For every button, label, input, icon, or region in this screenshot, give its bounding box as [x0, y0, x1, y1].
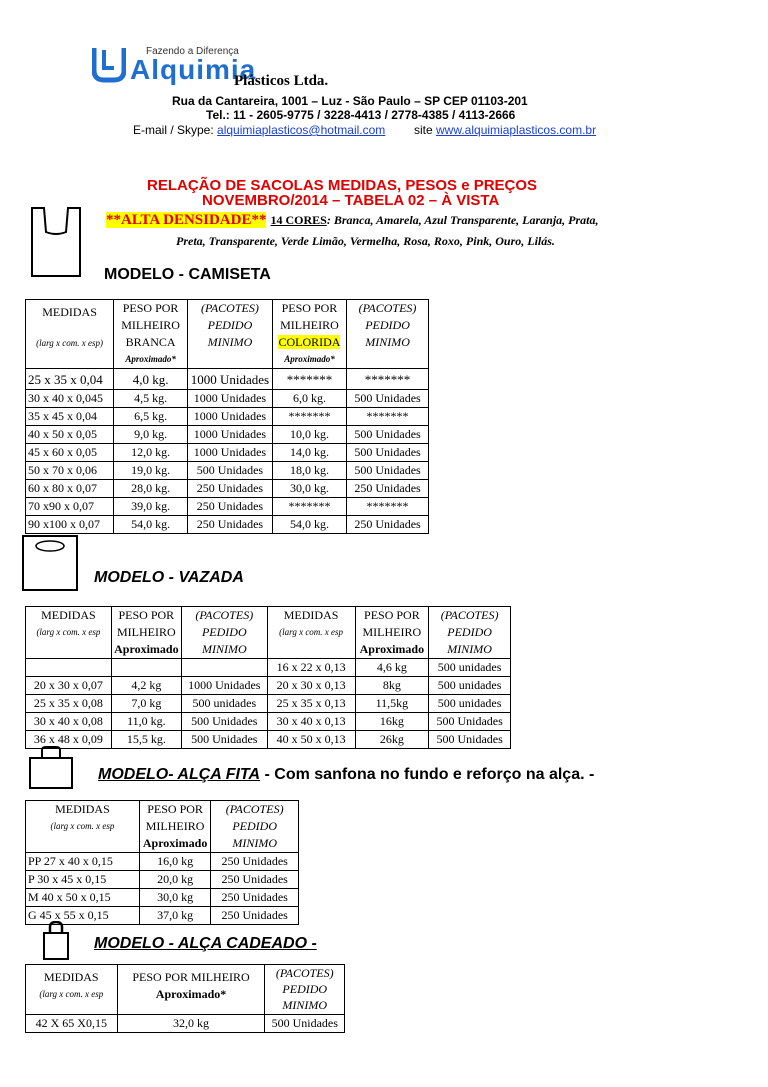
col-colorida: COLORIDA: [278, 335, 341, 349]
company-name: Plásticos Ltda.: [234, 73, 329, 89]
cell: 39,0 kg.: [114, 498, 188, 516]
cell: 9,0 kg.: [114, 426, 188, 444]
cell: P 30 x 45 x 0,15: [26, 871, 140, 889]
table-row: [26, 408, 429, 426]
density-label: **ALTA DENSIDADE**: [106, 212, 267, 228]
table-row: [26, 871, 299, 889]
cell: 500 Unidades: [181, 731, 267, 749]
cell: *******: [272, 498, 346, 516]
cell: 500 unidades: [429, 677, 511, 695]
cell: *******: [347, 408, 429, 426]
logo-mark-icon: [92, 46, 126, 84]
colors-list-1: Branca, Amarela, Azul Transparente, Laranja, Prata,: [333, 213, 599, 227]
col-pac-l1: (PACOTES): [275, 966, 334, 980]
table-row: [26, 713, 511, 731]
col-pac-l3: MINIMO: [201, 642, 247, 656]
col-peso-l2: MILHEIRO: [145, 819, 205, 833]
col-pac-l1-b: (PACOTES): [440, 608, 499, 622]
cell: 500 Unidades: [347, 426, 429, 444]
cell: 8kg: [355, 677, 429, 695]
col-medidas-sub-b: (larg x com. x esp: [279, 627, 344, 637]
cell: 30 x 40 x 0,13: [267, 713, 355, 731]
site-link[interactable]: www.alquimiaplasticos.com.br: [436, 123, 597, 137]
table-row: [26, 853, 299, 871]
cell: 1000 Unidades: [188, 390, 273, 408]
cell: 4,0 kg.: [114, 369, 188, 390]
cell: *******: [347, 498, 429, 516]
cell: 500 Unidades: [347, 444, 429, 462]
cell: 36 x 48 x 0,09: [26, 731, 112, 749]
col-pac-l2-b: PEDIDO: [365, 318, 410, 332]
contact-line: [133, 123, 596, 137]
col-pac-l2: PEDIDO: [207, 318, 253, 332]
table-row: [26, 516, 429, 534]
cell: 42 X 65 X0,15: [26, 1015, 118, 1033]
cell: 500 Unidades: [188, 462, 273, 480]
alca-fita-title: MODELO- ALÇA FITA: [98, 766, 261, 783]
phones: Tel.: 11 - 2605-9775 / 3228-4413 / 2778-4385 / 4113-2666: [206, 108, 516, 122]
col-peso-l2: MILHEIRO: [117, 625, 176, 639]
col-medidas: MEDIDAS: [41, 608, 96, 622]
cell: 1000 Unidades: [188, 369, 273, 390]
cell: 35 x 45 x 0,04: [26, 408, 114, 426]
table-header: [26, 965, 345, 1015]
cell: 250 Unidades: [211, 907, 299, 925]
cell: 30,0 kg.: [272, 480, 346, 498]
col-medidas-b: MEDIDAS: [283, 608, 339, 622]
logo-name: Alquimia: [130, 54, 257, 85]
table-row: [26, 659, 511, 677]
cell: 500 Unidades: [347, 390, 429, 408]
cell: 90 x100 x 0,07: [26, 516, 114, 534]
col-pac-l1: (PACOTES): [195, 608, 254, 622]
colors-list-2: Preta, Transparente, Verde Limão, Vermelha, Rosa, Roxo, Pink, Ouro, Lilás.: [176, 234, 555, 248]
cell: 16,0 kg: [139, 853, 211, 871]
cell: 250 Unidades: [188, 498, 273, 516]
col-peso-l2: MILHEIRO: [121, 318, 180, 332]
table-row: [26, 444, 429, 462]
cell: 6,0 kg.: [272, 390, 346, 408]
cell: 250 Unidades: [347, 480, 429, 498]
col-aprox-b: Aproximado: [359, 642, 425, 656]
cell: 20,0 kg: [139, 871, 211, 889]
camiseta-table: [25, 299, 429, 534]
col-peso: PESO POR MILHEIRO: [132, 970, 250, 984]
cell: 4,2 kg: [111, 677, 181, 695]
col-medidas-sub: (larg x com. x esp: [36, 627, 101, 637]
cell: 4,5 kg.: [114, 390, 188, 408]
vazada-table: [25, 606, 511, 749]
cell: 11,0 kg.: [111, 713, 181, 731]
col-medidas: MEDIDAS: [43, 970, 99, 984]
cell: 12,0 kg.: [114, 444, 188, 462]
cell: 30,0 kg: [139, 889, 211, 907]
colors-count: 14 CORES: [270, 213, 327, 227]
logo: [92, 44, 257, 88]
cell: 500 unidades: [429, 659, 511, 677]
col-peso-l2-b: MILHEIRO: [280, 318, 339, 332]
col-pac-l3: MINIMO: [232, 836, 277, 850]
col-aprox-b: Aproximado*: [284, 354, 335, 364]
cell: 16kg: [355, 713, 429, 731]
col-peso-l1: PESO POR: [147, 802, 203, 816]
cell: 25 x 35 x 0,13: [267, 695, 355, 713]
alca-fita-subtitle: - Com sanfona no fundo e reforço na alça. -: [260, 766, 595, 783]
cell: PP 27 x 40 x 0,15: [26, 853, 140, 871]
col-peso-l1-b: PESO POR: [364, 608, 420, 622]
col-pac-l3-b: MINIMO: [447, 642, 492, 656]
die-cut-bag-icon: [22, 535, 78, 591]
cell: G 45 x 55 x 0,15: [26, 907, 140, 925]
col-medidas-sub: (larg x com. x esp): [36, 338, 104, 348]
cell: 500 unidades: [429, 695, 511, 713]
cell: 6,5 kg.: [114, 408, 188, 426]
site-label: site: [413, 123, 433, 137]
tshirt-bag-icon: [30, 202, 82, 278]
alca-fita-heading: [98, 766, 594, 784]
cell: 500 Unidades: [429, 713, 511, 731]
col-pac-l2-b: PEDIDO: [447, 625, 492, 639]
cell: 18,0 kg.: [272, 462, 346, 480]
col-aprox: Aproximado: [114, 642, 179, 656]
cell: 25 x 35 x 0,04: [26, 369, 114, 390]
col-pac-l2: PEDIDO: [201, 625, 247, 639]
cell: 11,5kg: [355, 695, 429, 713]
table-row: [26, 498, 429, 516]
col-peso-l1: PESO POR: [118, 608, 175, 622]
cell: 1000 Unidades: [181, 677, 267, 695]
cadeado-title: MODELO - ALÇA CADEADO -: [94, 935, 317, 952]
cell: *******: [272, 369, 346, 390]
cell: 4,6 kg: [355, 659, 429, 677]
cell: 1000 Unidades: [188, 408, 273, 426]
cell: 40 x 50 x 0,13: [267, 731, 355, 749]
cell: 250 Unidades: [211, 871, 299, 889]
cell: 28,0 kg.: [114, 480, 188, 498]
padlock-handle-bag-icon: [42, 921, 70, 961]
cell: M 40 x 50 x 0,15: [26, 889, 140, 907]
cell: *******: [347, 369, 429, 390]
cell: 7,0 kg: [111, 695, 181, 713]
cell: 250 Unidades: [347, 516, 429, 534]
col-medidas-sub: (larg x com. x esp: [39, 989, 104, 999]
cell: 250 Unidades: [188, 480, 273, 498]
density-line: **ALTA DENSIDADE** 14 CORES: Branca, Amarela, Azul Transparente, Laranja, Prata,: [106, 212, 599, 228]
email-link[interactable]: alquimiaplasticos@hotmail.com: [217, 123, 386, 137]
col-peso-l2-b: MILHEIRO: [362, 625, 422, 639]
table-row: [26, 695, 511, 713]
col-pac-l1: (PACOTES): [225, 802, 284, 816]
cadeado-table: [25, 964, 345, 1033]
cell: 25 x 35 x 0,08: [26, 695, 112, 713]
cell: 14,0 kg.: [272, 444, 346, 462]
col-pac-l3: MINIMO: [282, 998, 328, 1012]
ribbon-handle-bag-icon: [28, 746, 74, 790]
col-aprox: Aproximado*: [155, 987, 227, 1001]
col-medidas-sub: (larg x com. x esp: [50, 821, 115, 831]
cell: 15,5 kg.: [111, 731, 181, 749]
table-header: [26, 300, 429, 369]
col-pac-l1: (PACOTES): [201, 301, 259, 315]
cell: 250 Unidades: [211, 853, 299, 871]
cell: 250 Unidades: [211, 889, 299, 907]
doc-title-line1: RELAÇÃO DE SACOLAS MEDIDAS, PESOS e PREÇOS: [147, 177, 538, 194]
alca-fita-table: [25, 800, 299, 925]
cell: 500 unidades: [181, 695, 267, 713]
table-row: [26, 677, 511, 695]
cell: 20 x 30 x 0,13: [267, 677, 355, 695]
col-aprox: Aproximado*: [125, 354, 176, 364]
address: Rua da Cantareira, 1001 – Luz - São Paulo – SP CEP 01103-201: [172, 94, 528, 108]
cell: 30 x 40 x 0,045: [26, 390, 114, 408]
cell: *******: [272, 408, 346, 426]
table-row: [26, 480, 429, 498]
cell: 10,0 kg.: [272, 426, 346, 444]
table-row: [26, 1015, 345, 1033]
cell: 60 x 80 x 0,07: [26, 480, 114, 498]
cell: 37,0 kg: [139, 907, 211, 925]
cell: 16 x 22 x 0,13: [267, 659, 355, 677]
cell: 500 Unidades: [429, 731, 511, 749]
table-row: [26, 462, 429, 480]
table-row: [26, 426, 429, 444]
table-row: [26, 889, 299, 907]
col-pac-l2: PEDIDO: [232, 819, 277, 833]
table-row: [26, 369, 429, 390]
cell: 26kg: [355, 731, 429, 749]
col-medidas: MEDIDAS: [55, 802, 110, 816]
cell: 500 Unidades: [265, 1015, 345, 1033]
doc-title-line2: NOVEMBRO/2014 – TABELA 02 – À VISTA: [202, 192, 500, 209]
cell: 32,0 kg: [117, 1015, 265, 1033]
col-medidas: MEDIDAS: [42, 305, 97, 319]
camiseta-title: MODELO - CAMISETA: [104, 266, 271, 283]
cell: 500 Unidades: [347, 462, 429, 480]
cell: 1000 Unidades: [188, 426, 273, 444]
cell: 50 x 70 x 0,06: [26, 462, 114, 480]
col-peso-l1: PESO POR: [122, 301, 179, 315]
table-row: [26, 390, 429, 408]
cell: 40 x 50 x 0,05: [26, 426, 114, 444]
col-branca: BRANCA: [125, 335, 176, 349]
cell: 54,0 kg.: [114, 516, 188, 534]
col-pac-l1-b: (PACOTES): [358, 301, 417, 315]
col-pac-l2: PEDIDO: [282, 982, 328, 996]
vazada-title: MODELO - VAZADA: [94, 569, 244, 586]
cell: 250 Unidades: [188, 516, 273, 534]
cell: 54,0 kg.: [272, 516, 346, 534]
table-header: [26, 801, 299, 853]
table-header: [26, 607, 511, 659]
col-pac-l3: MINIMO: [207, 335, 253, 349]
col-peso-l1-b: PESO POR: [281, 301, 338, 315]
col-aprox: Aproximado: [142, 836, 208, 850]
logo-tagline: Fazendo a Diferença: [146, 46, 239, 57]
email-label: E-mail / Skype:: [133, 123, 214, 137]
cell: 500 Unidades: [181, 713, 267, 731]
cell: 70 x90 x 0,07: [26, 498, 114, 516]
col-pac-l3-b: MINIMO: [365, 335, 410, 349]
cell: 1000 Unidades: [188, 444, 273, 462]
cell: 19,0 kg.: [114, 462, 188, 480]
cell: 20 x 30 x 0,07: [26, 677, 112, 695]
table-row: [26, 731, 511, 749]
cell: 45 x 60 x 0,05: [26, 444, 114, 462]
cell: 30 x 40 x 0,08: [26, 713, 112, 731]
